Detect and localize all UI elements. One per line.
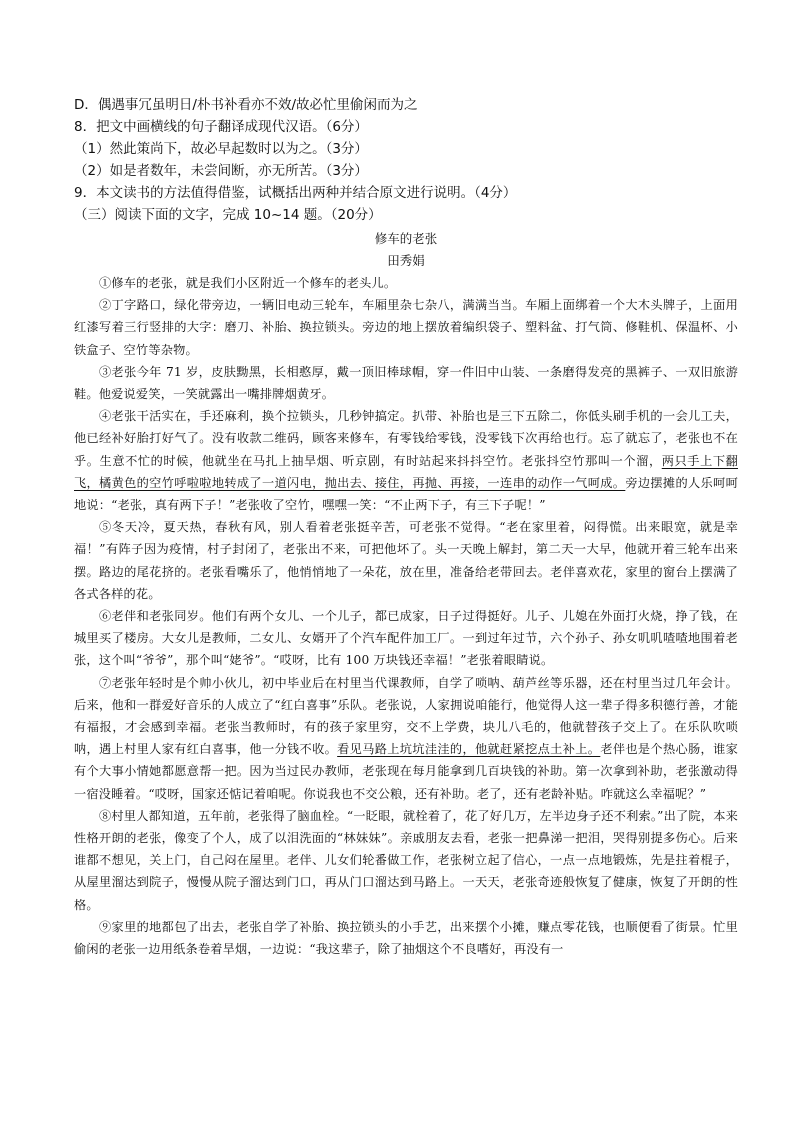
- paragraph-3: ③老张今年 71 岁，皮肤黝黑，长相憨厚，戴一顶旧棒球帽，穿一件旧中山装、一条磨得发亮的黑裤子、一双旧旅游鞋。他爱说爱笑，一笑就露出一嘴排牌烟黄牙。: [74, 364, 738, 402]
- underlined-sentence-1: 两只手上下翻飞，橘黄色的空竹呼啦啦地转成了一道闪电，抛出去、接住，再抛、再接，一连串的动作一气呵成。: [74, 453, 739, 490]
- paragraph-2: ②丁字路口，绿化带旁边，一辆旧电动三轮车，车厢里杂七杂八，满满当当。车厢上面绑着一个大木头牌子，上面用红漆写着三行竖排的大字：磨刀、补胎、换拉锁头。旁边的地上摆放着编织袋子、塑料盆、打气筒、修鞋机、保温杯、小铁盒子、空竹等杂物。: [74, 298, 738, 357]
- question-9: 9．本文读书的方法值得借鉴，试概括出两种并结合原文进行说明。（4分）: [74, 185, 517, 201]
- paragraph-4-text-b: 旁边摆摊的人乐呵呵地说：“老张，真有两下子！”老张收了空竹，嘿嘿一笑：“不止两下子，有三下子呢！”: [74, 475, 738, 513]
- paragraph-5: ⑤冬天冷，夏天热，春秋有风，别人看着老张挺辛苦，可老张不觉得。“老在家里着，闷得慌。出来眼宽，就是幸福！”有阵子因为疫情，村子封闭了，老张出不来，可把他坏了。头一天晚上解封，第二天一大早，他就开着三轮车出来摆。路边的尾花挤的。老张看嘴乐了，他悄悄地了一朵花，放在里，准备给老带回去。老伴喜欢花，家里的窗台上摆满了各式各样的花。: [74, 520, 738, 601]
- question-8-1: （1）然此策尚下，故必早起数时以为之。（3分）: [74, 141, 368, 157]
- section-3-heading: （三）阅读下面的文字，完成 10~14 题。（20分）: [74, 207, 382, 223]
- paragraph-9: ⑨家里的地都包了出去，老张自学了补胎、换拉锁头的小手艺，出来摆个小摊，赚点零花钱，也顺便看了街景。忙里偷闲的老张一边用纸条卷着旱烟，一边说：“我这辈子，除了抽烟这个不良嗜好，再没有一: [74, 919, 738, 957]
- paragraph-8: ⑧村里人都知道，五年前，老张得了脑血栓。“一眨眼，就栓着了，花了好几万，左半边身子还不利索。”出了院，本来性格开朗的老张，像变了个人，成了以泪洗面的“林妹妹”。亲戚朋友去看，老张一把鼻涕一把泪，哭得别提多伤心。后来谁都不想见，关上门，自己闷在屋里。老伴、儿女们轮番做工作，老张树立起了信心，一点一点地锻炼，先是拄着棍子，从屋里溜达到院子，慢慢从院子溜达到门口，再从门口溜达到马路上。一天天，老张奇迹般恢复了健康，恢复了开朗的性格。: [74, 808, 738, 912]
- underlined-sentence-2: 看见马路上坑坑洼洼的，他就赶紧挖点土补上。: [337, 742, 601, 757]
- paragraph-4-text-a: ④老张干活实在，手还麻利，换个拉锁头，几秒钟搞定。扒带、补胎也是三下五除二，你低头刷手机的一会儿工夫，他已经补好胎打好气了。没有收款二维码，顾客来修车，有零钱给零钱，没零钱下次再给也行。忘了就忘了，老张也不在乎。生意不忙的时候，他就坐在马扎上抽旱烟、听京剧，有时站起来抖抖空竹。老张抖空竹那叫一个溜，: [74, 409, 738, 468]
- paragraph-7-text-b: 老伴也是个热心肠，谁家有个大事小情她都愿意帮一把。因为当过民办教师，老张现在每月能拿到几百块钱的补助。第一次拿到补助，老张激动得一宿没睡着。“哎呀，国家还惦记着咱呢。你说我也不交公粮，还有补助。老了，还有老龄补贴。咋就这么幸福呢？”: [74, 742, 739, 801]
- paragraph-1: ①修车的老张，就是我们小区附近一个修车的老头儿。: [99, 276, 397, 290]
- paragraph-6: ⑥老伴和老张同岁。他们有两个女儿、一个儿子，都已成家，日子过得挺好。儿子、儿媳在外面打火烧，挣了钱，在城里买了楼房。大女儿是教师，二女儿、女婿开了个汽车配件加工厂。一到过年过节，六个孙子、孙女叽叽喳喳地围着老张，这个叫“爷爷”，那个叫“姥爷”。“哎呀，比有 100 万块钱还幸福！”老张着眼睛说。: [74, 609, 738, 668]
- exam-page: [74, 94, 738, 960]
- paragraph-4: [74, 405, 738, 516]
- paragraph-7-text-a: ⑦老张年轻时是个帅小伙儿，初中毕业后在村里当代课教师，自学了唢呐、葫芦丝等乐器，还在村里当过几年会计。后来，他和一群爱好音乐的人成立了“红白喜事”乐队。老张说，人家拥说咱能行，他觉得人这一辈子得多积德行善，才能有福报，才会感到幸福。老张当教师时，有的孩子家里穷，交不上学费，块儿八毛的，他就替孩子交上了。在乐队吹唢呐，遇上村里人家有红白喜事，他一分钱不收。: [74, 675, 738, 757]
- question-8-2: （2）如是者数年，未尝间断，亦无所苦。（3分）: [74, 163, 368, 179]
- question-8: 8．把文中画横线的句子翻译成现代汉语。（6分）: [74, 119, 368, 135]
- article-author: 田秀娟: [387, 253, 425, 268]
- option-d: D．偶遇事冗虽明日/朴书补看亦不效/故必忙里偷闲而为之: [74, 97, 418, 113]
- article-title: 修车的老张: [374, 231, 438, 246]
- paragraph-7: [74, 672, 738, 805]
